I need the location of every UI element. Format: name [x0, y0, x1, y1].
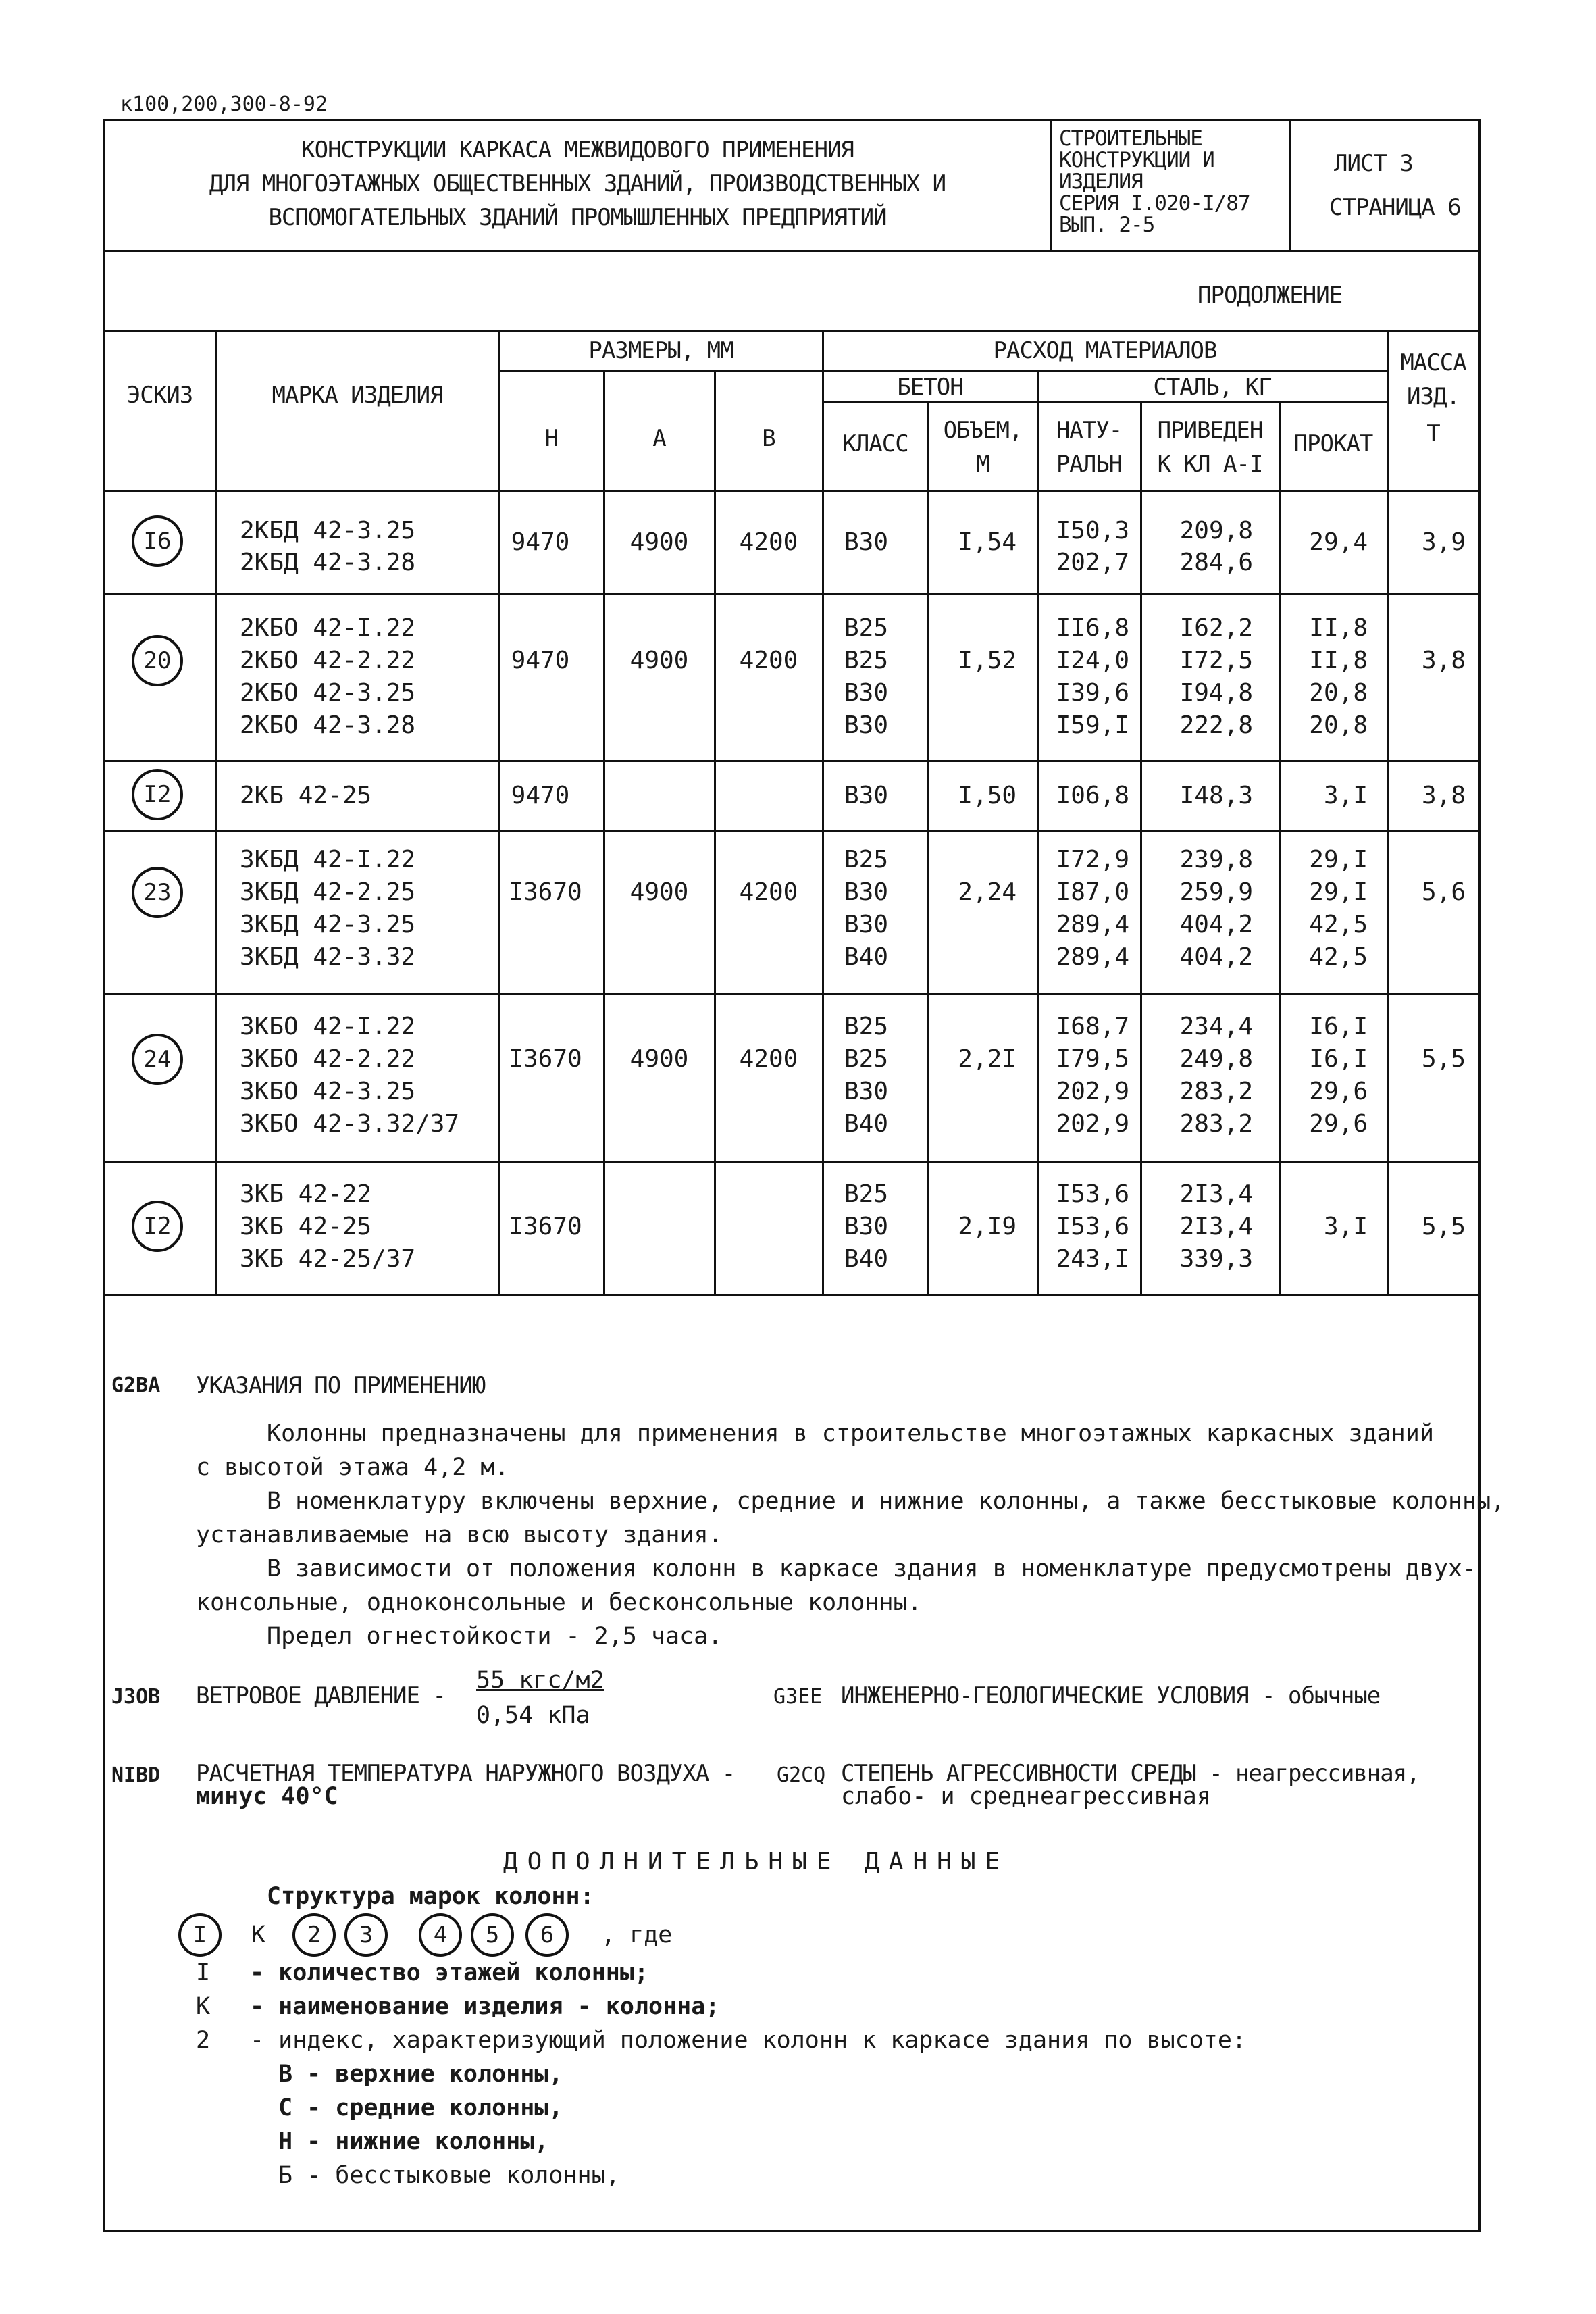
sublegend-item: В - верхние колонны,	[278, 2061, 563, 2088]
legend-text: - индекс, характеризующий положение колонн к каркасе здания по высоте:	[250, 2027, 1247, 2054]
instructions-line: В номенклатуру включены верхние, средние и нижние колонны, а также бесстыковые колонны,	[267, 1488, 1505, 1515]
mark-cell: 3КБ 42-25/37	[240, 1245, 416, 1273]
mark-cell: 2КБ 42-25	[240, 782, 372, 809]
wind-label: ВЕТРОВОЕ ДАВЛЕНИЕ -	[196, 1682, 446, 1709]
wind-numerator: 55 кгс/м2	[476, 1667, 604, 1694]
reduced-cell: 284,6	[1179, 549, 1253, 576]
reduced-cell: 259,9	[1179, 878, 1253, 906]
class-cell: В25	[844, 846, 889, 874]
reduced-cell: I62,2	[1179, 614, 1253, 642]
natural-cell: I39,6	[1056, 679, 1129, 707]
instructions-title: УКАЗАНИЯ ПО ПРИМЕНЕНИЮ	[196, 1372, 486, 1399]
rolled-cell: 20,8	[1309, 679, 1368, 707]
mark-cell: 2КБО 42-I.22	[240, 614, 416, 642]
reduced-cell: 234,4	[1179, 1013, 1253, 1040]
legend-key: К	[196, 1993, 211, 2020]
geo-text: ИНЖЕНЕРНО-ГЕОЛОГИЧЕСКИЕ УСЛОВИЯ - обычные	[841, 1682, 1381, 1709]
mass-cell: 5,6	[1421, 878, 1466, 906]
natural-cell: I87,0	[1056, 878, 1129, 906]
h-cell: I3670	[509, 1213, 582, 1240]
mass-cell: 3,8	[1421, 647, 1466, 674]
series-line-4: СЕРИЯ I.020-I/87	[1059, 191, 1250, 216]
sublegend-item: С - средние колонны,	[278, 2094, 563, 2121]
header-steel: СТАЛЬ, КГ	[1153, 374, 1272, 401]
header-sizes: РАЗМЕРЫ, ММ	[588, 337, 733, 364]
volume-cell: 2,24	[958, 878, 1016, 906]
rolled-cell: 29,6	[1309, 1110, 1368, 1138]
natural-cell: 243,I	[1056, 1245, 1129, 1273]
natural-cell: II6,8	[1056, 614, 1129, 642]
instructions-line: В зависимости от положения колонн в каркасе здания в номенклатуре предусмотрены двух-	[267, 1555, 1477, 1582]
mark-cell: 2КБО 42-2.22	[240, 647, 416, 674]
wind-denominator: 0,54 кПа	[476, 1702, 590, 1729]
class-cell: В40	[844, 943, 889, 971]
formula-circle: 5	[471, 1913, 514, 1957]
rolled-cell: I6,I	[1309, 1013, 1368, 1040]
class-cell: В30	[844, 1213, 889, 1240]
class-cell: В25	[844, 1013, 889, 1040]
natural-cell: I53,6	[1056, 1180, 1129, 1208]
class-cell: В30	[844, 911, 889, 938]
series-line-5: ВЫП. 2-5	[1059, 213, 1155, 237]
formula-k: К	[251, 1921, 266, 1948]
instructions-line: Колонны предназначены для применения в строительстве многоэтажных каркасных зданий	[267, 1420, 1434, 1447]
reduced-cell: 404,2	[1179, 911, 1253, 938]
mark-cell: 2КБД 42-3.28	[240, 549, 416, 576]
header-mass-2: ИЗД.	[1407, 383, 1460, 410]
document-code: к100,200,300-8-92	[120, 93, 328, 116]
mark-cell: 3КБД 42-2.25	[240, 878, 416, 906]
natural-cell: I24,0	[1056, 647, 1129, 674]
volume-cell: 2,I9	[958, 1213, 1016, 1240]
volume-cell: I,50	[958, 782, 1016, 809]
reduced-cell: 2I3,4	[1179, 1180, 1253, 1208]
rolled-cell: 29,6	[1309, 1078, 1368, 1105]
aggr-line-2: слабо- и среднеагрессивная	[841, 1783, 1211, 1810]
mark-cell: 3КБД 42-I.22	[240, 846, 416, 874]
legend-text: - наименование изделия - колонна;	[250, 1993, 720, 2020]
b-cell: 4200	[739, 647, 798, 674]
class-cell: В25	[844, 1045, 889, 1073]
instructions-line: Предел огнестойкости - 2,5 часа.	[267, 1623, 723, 1650]
header-a: А	[652, 425, 666, 452]
instructions-line: с высотой этажа 4,2 м.	[196, 1454, 509, 1481]
mark-cell: 3КБ 42-22	[240, 1180, 372, 1208]
title-line-1: КОНСТРУКЦИИ КАРКАСА МЕЖВИДОВОГО ПРИМЕНЕНИЯ	[301, 136, 854, 164]
continuation-label: ПРОДОЛЖЕНИЕ	[1198, 282, 1343, 309]
formula-circle: I	[178, 1913, 222, 1957]
header-b: В	[762, 425, 775, 452]
volume-cell: I,54	[958, 528, 1016, 556]
rolled-cell: 3,I	[1323, 1213, 1368, 1240]
temp-line-1: РАСЧЕТНАЯ ТЕМПЕРАТУРА НАРУЖНОГО ВОЗДУХА -	[196, 1760, 736, 1787]
formula-circle: 6	[525, 1913, 569, 1957]
mass-cell: 3,9	[1421, 528, 1466, 556]
natural-cell: I53,6	[1056, 1213, 1129, 1240]
instructions-line: консольные, одноконсольные и бесконсольные колонны.	[196, 1589, 922, 1616]
header-mass-1: МАССА	[1400, 349, 1466, 376]
section-code: G3EE	[773, 1685, 823, 1709]
reduced-cell: 249,8	[1179, 1045, 1253, 1073]
rolled-cell: 42,5	[1309, 911, 1368, 938]
natural-cell: I68,7	[1056, 1013, 1129, 1040]
reduced-cell: 209,8	[1179, 517, 1253, 545]
natural-cell: I79,5	[1056, 1045, 1129, 1073]
header-concrete: БЕТОН	[897, 374, 963, 401]
mark-cell: 3КБ 42-25	[240, 1213, 372, 1240]
mark-cell: 2КБО 42-3.28	[240, 711, 416, 739]
instructions-line: устанавливаемые на всю высоту здания.	[196, 1521, 723, 1549]
class-cell: В30	[844, 1078, 889, 1105]
reduced-cell: 2I3,4	[1179, 1213, 1253, 1240]
class-cell: В30	[844, 679, 889, 707]
header-mark: МАРКА ИЗДЕЛИЯ	[272, 382, 443, 409]
series-line-1: СТРОИТЕЛЬНЫЕ	[1059, 126, 1202, 151]
legend-key: I	[196, 1959, 211, 1986]
mark-cell: 3КБД 42-3.32	[240, 943, 416, 971]
reduced-cell: 222,8	[1179, 711, 1253, 739]
natural-cell: 202,7	[1056, 549, 1129, 576]
reduced-cell: 239,8	[1179, 846, 1253, 874]
reduced-cell: 283,2	[1179, 1110, 1253, 1138]
structure-title: Структура марок колонн:	[267, 1883, 594, 1910]
b-cell: 4200	[739, 1045, 798, 1073]
class-cell: В25	[844, 647, 889, 674]
class-cell: В30	[844, 782, 889, 809]
mark-cell: 3КБО 42-3.32/37	[240, 1110, 460, 1138]
rolled-cell: I6,I	[1309, 1045, 1368, 1073]
natural-cell: I06,8	[1056, 782, 1129, 809]
reduced-cell: I72,5	[1179, 647, 1253, 674]
header-h: Н	[544, 425, 559, 452]
volume-cell: I,52	[958, 647, 1016, 674]
header-natural-1: НАТУ-	[1056, 417, 1123, 444]
header-rolled: ПРОКАТ	[1293, 430, 1373, 457]
a-cell: 4900	[629, 528, 689, 556]
rolled-cell: 29,4	[1309, 528, 1368, 556]
section-code: G2BA	[111, 1374, 161, 1397]
sublegend-item: Б - бесстыковые колонны,	[278, 2162, 620, 2189]
legend-key: 2	[196, 2027, 211, 2054]
rolled-cell: 29,I	[1309, 846, 1368, 874]
h-cell: I3670	[509, 1045, 582, 1073]
mass-cell: 5,5	[1421, 1213, 1466, 1240]
natural-cell: 202,9	[1056, 1078, 1129, 1105]
b-cell: 4200	[739, 528, 798, 556]
mark-cell: 2КБО 42-3.25	[240, 679, 416, 707]
mark-cell: 3КБО 42-I.22	[240, 1013, 416, 1040]
natural-cell: I50,3	[1056, 517, 1129, 545]
h-cell: 9470	[511, 528, 570, 556]
section-code: NIBD	[111, 1763, 161, 1787]
natural-cell: I59,I	[1056, 711, 1129, 739]
header-mass-3: Т	[1426, 420, 1440, 447]
legend-text: - количество этажей колонны;	[250, 1959, 649, 1986]
title-line-3: ВСПОМОГАТЕЛЬНЫХ ЗДАНИЙ ПРОМЫШЛЕННЫХ ПРЕДПРИЯТИЙ	[268, 204, 887, 231]
natural-cell: I72,9	[1056, 846, 1129, 874]
h-cell: 9470	[511, 647, 570, 674]
h-cell: 9470	[511, 782, 570, 809]
header-reduced-2: К КЛ А-I	[1157, 451, 1263, 478]
formula-circle: 2	[292, 1913, 336, 1957]
header-class: КЛАСС	[842, 430, 908, 457]
aggr-line-1: СТЕПЕНЬ АГРЕССИВНОСТИ СРЕДЫ - неагрессивная,	[841, 1760, 1420, 1787]
formula-circle: 3	[344, 1913, 388, 1957]
reduced-cell: 339,3	[1179, 1245, 1253, 1273]
a-cell: 4900	[629, 647, 689, 674]
mark-cell: 3КБО 42-2.22	[240, 1045, 416, 1073]
mass-cell: 5,5	[1421, 1045, 1466, 1073]
title-line-2: ДЛЯ МНОГОЭТАЖНЫХ ОБЩЕСТВЕННЫХ ЗДАНИЙ, ПРОИЗВОДСТВЕННЫХ И	[209, 170, 946, 197]
mark-cell: 2КБД 42-3.25	[240, 517, 416, 545]
sketch-number: 24	[132, 1034, 183, 1085]
class-cell: В40	[844, 1245, 889, 1273]
natural-cell: 202,9	[1056, 1110, 1129, 1138]
header-volume-2: М	[976, 451, 989, 478]
reduced-cell: 404,2	[1179, 943, 1253, 971]
mark-cell: 3КБО 42-3.25	[240, 1078, 416, 1105]
class-cell: В30	[844, 528, 889, 556]
a-cell: 4900	[629, 1045, 689, 1073]
class-cell: В30	[844, 711, 889, 739]
mark-cell: 3КБД 42-3.25	[240, 911, 416, 938]
temp-line-2: минус 40°С	[196, 1783, 338, 1810]
rolled-cell: 29,I	[1309, 878, 1368, 906]
class-cell: В40	[844, 1110, 889, 1138]
class-cell: В25	[844, 614, 889, 642]
rolled-cell: II,8	[1309, 647, 1368, 674]
sketch-number: 20	[132, 635, 183, 686]
class-cell: В25	[844, 1180, 889, 1208]
additional-title: ДОПОЛНИТЕЛЬНЫЕ ДАННЫЕ	[503, 1848, 1010, 1876]
sheet-number: ЛИСТ 3	[1334, 150, 1413, 177]
header-reduced-1: ПРИВЕДЕН	[1157, 417, 1263, 444]
mass-cell: 3,8	[1421, 782, 1466, 809]
volume-cell: 2,2I	[958, 1045, 1016, 1073]
reduced-cell: I94,8	[1179, 679, 1253, 707]
b-cell: 4200	[739, 878, 798, 906]
series-line-2: КОНСТРУКЦИИ И	[1059, 148, 1214, 172]
a-cell: 4900	[629, 878, 689, 906]
series-line-3: ИЗДЕЛИЯ	[1059, 170, 1143, 194]
header-sketch: ЭСКИЗ	[126, 382, 193, 409]
section-code: J3OB	[111, 1685, 161, 1709]
h-cell: I3670	[509, 878, 582, 906]
header-volume-1: ОБЪЕМ,	[943, 417, 1023, 444]
rolled-cell: 20,8	[1309, 711, 1368, 739]
rolled-cell: II,8	[1309, 614, 1368, 642]
sketch-number: 23	[132, 867, 183, 918]
page-number: СТРАНИЦА 6	[1329, 194, 1461, 221]
sublegend-item: Н - нижние колонны,	[278, 2128, 549, 2155]
rolled-cell: 42,5	[1309, 943, 1368, 971]
section-code: G2CQ	[777, 1763, 826, 1787]
natural-cell: 289,4	[1056, 911, 1129, 938]
sketch-number: I6	[132, 515, 183, 567]
header-natural-2: РАЛЬН	[1056, 451, 1123, 478]
formula-where: , где	[601, 1921, 673, 1948]
sketch-number: I2	[132, 1201, 183, 1252]
formula-circle: 4	[419, 1913, 462, 1957]
reduced-cell: 283,2	[1179, 1078, 1253, 1105]
reduced-cell: I48,3	[1179, 782, 1253, 809]
header-materials: РАСХОД МАТЕРИАЛОВ	[993, 337, 1217, 364]
rolled-cell: 3,I	[1323, 782, 1368, 809]
class-cell: В30	[844, 878, 889, 906]
natural-cell: 289,4	[1056, 943, 1129, 971]
sketch-number: I2	[132, 769, 183, 820]
